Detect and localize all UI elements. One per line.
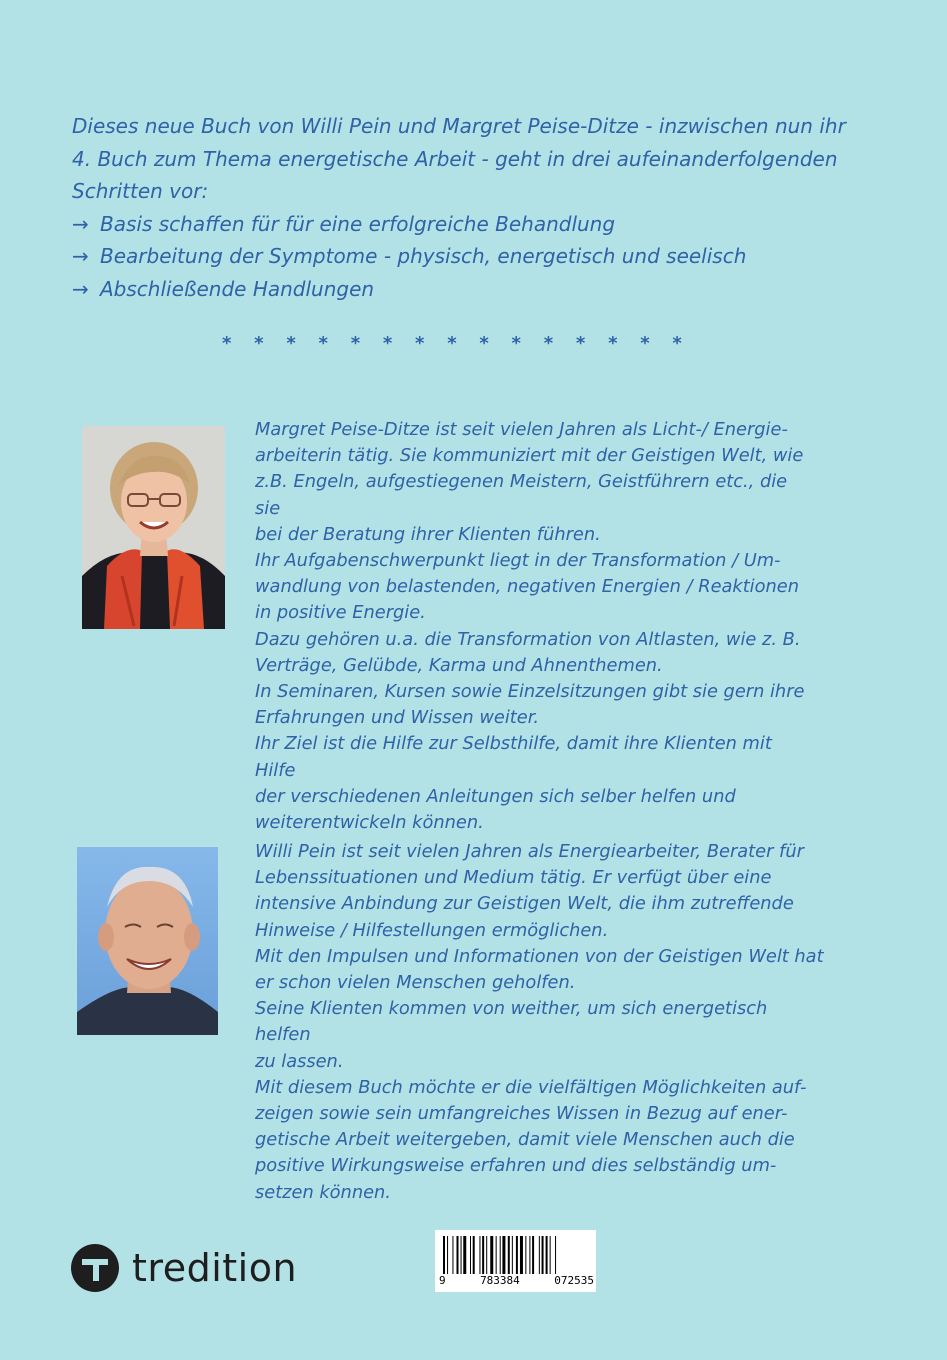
barcode-bar	[461, 1236, 462, 1274]
separator-star: *	[575, 333, 586, 354]
separator-star: *	[415, 333, 425, 354]
barcode-bar	[490, 1236, 493, 1274]
author-photo-willi	[77, 847, 218, 1035]
separator-star: *	[222, 333, 232, 354]
intro-section	[72, 110, 862, 305]
tredition-icon	[70, 1243, 120, 1293]
list-item: → Basis schaffen für für eine erfolgreiche Behandlung	[72, 208, 862, 241]
star-separator	[222, 333, 682, 354]
barcode-bar	[500, 1236, 501, 1274]
separator-star: *	[543, 333, 554, 354]
barcode-bar	[520, 1236, 523, 1274]
separator-star: *	[286, 333, 296, 354]
isbn-barcode	[435, 1230, 596, 1292]
barcode-bar	[479, 1236, 480, 1274]
list-item: → Abschließende Handlungen	[72, 273, 862, 306]
isbn-number: 9 783384 072535	[439, 1274, 594, 1287]
barcode-bar	[550, 1236, 551, 1274]
publisher-name: tredition	[132, 1246, 298, 1290]
barcode-bar	[502, 1236, 505, 1274]
separator-star: *	[640, 333, 650, 354]
barcode-bar	[452, 1236, 453, 1274]
barcode-bar	[508, 1236, 510, 1274]
barcode-bar	[496, 1236, 497, 1274]
barcode-bar	[512, 1236, 513, 1274]
separator-star: *	[608, 333, 618, 354]
separator-star: *	[254, 333, 264, 354]
list-item: → Bearbeitung der Symptome - physisch, energetisch und seelisch	[72, 240, 862, 273]
separator-star: *	[672, 333, 682, 354]
publisher-logo	[70, 1242, 297, 1294]
author-photo-margret	[82, 426, 225, 629]
barcode-bar	[447, 1236, 448, 1274]
barcode-bar	[457, 1236, 459, 1274]
barcode-bar	[525, 1236, 526, 1274]
steps-list	[72, 208, 862, 306]
barcode-bar	[486, 1236, 487, 1274]
barcode-bar	[470, 1236, 471, 1274]
arrow-icon: →	[72, 276, 89, 301]
author-bio-margret: Margret Peise-Ditze ist seit vielen Jahren als Licht-/ Energie- arbeiterin tätig. Sie kommuniziert mit der Geistigen Welt, wie z.B. Engeln, aufgestiegenen Meistern, Geistführern etc., die sie bei der Beratung ihrer Klienten führen. Ihr Aufgabenschwerpunkt liegt in der Transformation / Um- wandlung von belastenden, negativen Energien / Reaktionen in positive Energie. Dazu gehören u.a. die Transformation von Altlasten, wie z. B. Verträge, Gelübde, Karma und Ahnenthemen. In Seminaren, Kursen sowie Einzelsitzungen gibt sie gern ihre Erfahrungen und Wissen weiter. Ihr Ziel ist die Hilfe zur Selbsthilfe, damit ihre Klienten mit Hilfe der verschiedenen Anleitungen sich selber helfen und weiterentwickeln können.	[255, 419, 805, 834]
separator-star: *	[318, 333, 328, 354]
barcode-bar	[539, 1236, 540, 1274]
barcode-bar	[463, 1236, 466, 1274]
arrow-icon: →	[72, 211, 89, 236]
arrow-icon: →	[72, 244, 89, 268]
barcode-bar	[532, 1236, 534, 1274]
separator-star: *	[350, 333, 361, 354]
barcode-bar	[542, 1236, 544, 1274]
barcode-bar	[516, 1236, 518, 1274]
barcode-bar	[443, 1236, 445, 1274]
barcode-bar	[482, 1236, 484, 1274]
separator-star: *	[382, 333, 393, 354]
separator-star: *	[479, 333, 489, 354]
intro-paragraph: Dieses neue Buch von Willi Pein und Margret Peise-Ditze - inzwischen nun ihr 4. Buch zum Thema energetische Arbeit - geht in drei aufeinanderfolgenden Schritten vor:	[72, 114, 846, 203]
barcode-bar	[529, 1236, 530, 1274]
barcode-bar	[546, 1236, 548, 1274]
barcode-bar	[473, 1236, 475, 1274]
separator-star: *	[447, 333, 457, 354]
barcode-bar	[555, 1236, 556, 1274]
separator-star: *	[511, 333, 521, 354]
author-bio-willi: Willi Pein ist seit vielen Jahren als Energiearbeiter, Berater für Lebenssituationen und Medium tätig. Er verfügt über eine intensive Anbindung zur Geistigen Welt, die ihm zutreffende Hinweise / Hilfestellungen ermöglichen. Mit den Impulsen und Informationen von der Geistigen Welt hat er schon vielen Menschen geholfen. Seine Klienten kommen von weither, um sich energetisch helfen zu lassen. Mit diesem Buch möchte er die vielfältigen Möglichkeiten auf- zeigen sowie sein umfangreiches Wissen in Bezug auf ener- getische Arbeit weitergeben, damit viele Menschen auch die positive Wirkungsweise erfahren und dies selbständig um- setzen können.	[255, 841, 824, 1203]
